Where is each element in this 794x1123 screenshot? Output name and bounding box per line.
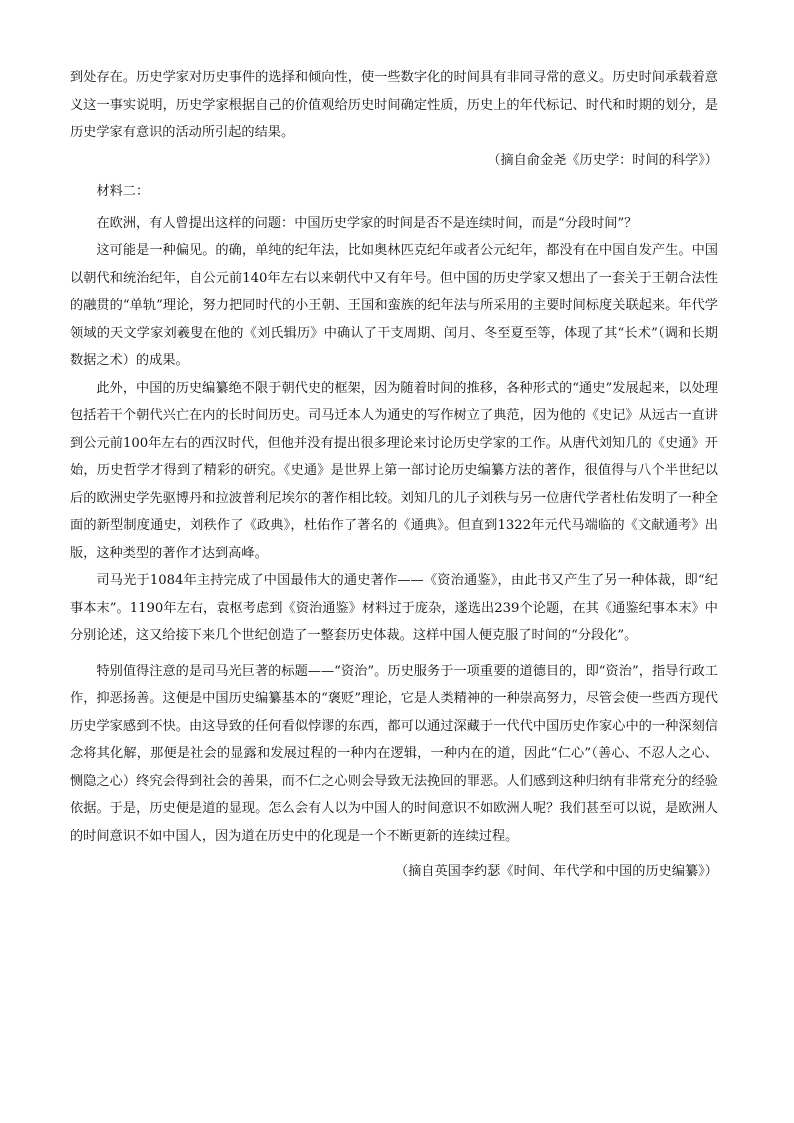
material1-closing-paragraph: 到处存在。历史学家对历史事件的选择和倾向性，使一些数字化的时间具有非同寻常的意义。历史时间承载着意义这一事实说明，历史学家根据自己的价值观给历史时间确定性质，历史上的年代标记、时代和时期的划分，是历史学家有意识的活动所引起的结果。 — [70, 70, 718, 140]
material1-source: （摘自俞金尧《历史学：时间的科学》） — [487, 152, 718, 168]
material2-paragraph-2: 这可能是一种偏见。的确，单纯的纪年法，比如奥林匹克纪年或者公元纪年，都没有在中国自发产生。中国以朝代和统治纪年，自公元前140年左右以来朝代中又有年号。但中国的历史学家又想出了一套关于王朝合法性的融贯的“单轨”理论，努力把同时代的小王朝、王国和蛮族的纪年法与所采用的主要时间标度关联起来。年代学领域的天文学家刘羲叟在他的《刘氏辑历》中确认了干支周期、闰月、冬至夏至等，体现了其“长术”（调和长期数据之术）的成果。 — [70, 243, 718, 368]
material2-paragraph-5: 特别值得注意的是司马光巨著的标题——“资治”。历史服务于一项重要的道德目的，即“资治”，指导行政工作，抑恶扬善。这便是中国历史编纂基本的“褒贬”理论，它是人类精神的一种崇高努力，尽管会使一些西方现代历史学家感到不快。由这导致的任何看似悖谬的东西，都可以通过深藏于一代代中国历史作家心中的一种深刻信念将其化解，那便是社会的显露和发展过程的一种内在逻辑，一种内在的道，因此“仁心”（善心、不忍人之心、恻隐之心）终究会得到社会的善果，而不仁之心则会导致无法挽回的罪恶。人们感到这种归纳有非常充分的经验依据。于是，历史便是道的显现。怎么会有人以为中国人的时间意识不如欧洲人呢？我们甚至可以说，是欧洲人的时间意识不如中国人，因为道在历史中的化现是一个不断更新的连续过程。 — [70, 663, 718, 844]
material2-paragraph-1: 在欧洲，有人曾提出这样的问题：中国历史学家的时间是否不是连续时间，而是“分段时间”？ — [96, 215, 638, 231]
material2-source: （摘自英国李约瑟《时间、年代学和中国的历史编纂》） — [394, 864, 718, 879]
material2-paragraph-3: 此外，中国的历史编纂绝不限于朝代史的框架，因为随着时间的推移，各种形式的“通史”发展起来，以处理包括若干个朝代兴亡在内的长时间历史。司马迁本人为通史的写作树立了典范，因为他的《史记》从远古一直讲到公元前100年左右的西汉时代，但他并没有提出很多理论来讨论历史学家的工作。从唐代刘知几的《史通》开始，历史哲学才得到了精彩的研究。《史通》是世界上第一部讨论历史编纂方法的著作，很值得与八个半世纪以后的欧洲史学先驱博丹和拉波普利尼埃尔的著作相比较。刘知几的儿子刘秩与另一位唐代学者杜佑发明了一种全面的新型制度通史，刘秩作了《政典》，杜佑作了著名的《通典》。但直到1322年元代马端临的《文献通考》出版，这种类型的著作才达到高峰。 — [70, 380, 718, 561]
material2-heading: 材料二： — [96, 184, 150, 199]
material2-paragraph-4: 司马光于1084年主持完成了中国最伟大的通史著作——《资治通鉴》，由此书又产生了另一种体裁，即“纪事本末”。1190年左右，袁枢考虑到《资治通鉴》材料过于庞杂，遂选出239个论题，在其《通鉴纪事本末》中分别论述，这又给接下来几个世纪创造了一整套历史体裁。这样中国人便克服了时间的“分段化”。 — [70, 573, 718, 643]
document-page — [70, 64, 718, 886]
